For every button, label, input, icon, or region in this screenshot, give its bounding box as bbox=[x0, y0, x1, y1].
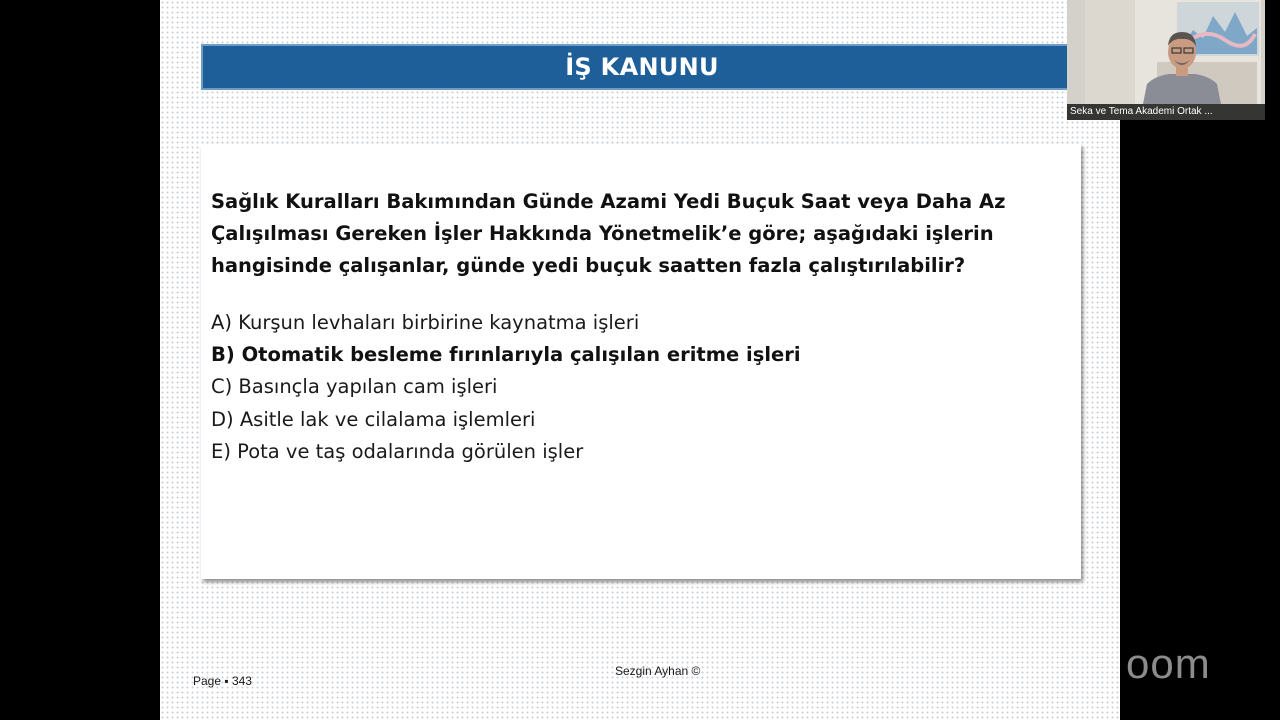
option-c: C) Basınçla yapılan cam işleri bbox=[211, 375, 498, 399]
video-feed-icon bbox=[1085, 0, 1261, 104]
slide-author: Sezgin Ayhan © bbox=[615, 664, 701, 678]
question-text: Sağlık Kuralları Bakımından Günde Azami Yedi Buçuk Saat veya Daha Az Çalışılması Gereken İşler Hakkında Yönetmelik’e göre; aşağıdaki işlerin hangisinde çalışanlar, günde yedi buçuk saatten fazla çalıştırılabilir? bbox=[211, 190, 1006, 277]
slide-title-bar bbox=[201, 44, 1083, 90]
question-box bbox=[201, 144, 1081, 579]
slide-page-number: Page ▪ 343 bbox=[193, 674, 252, 688]
participant-video-tile[interactable] bbox=[1067, 0, 1265, 120]
option-b: B) Otomatik besleme fırınlarıyla çalışılan eritme işleri bbox=[211, 343, 801, 367]
slide-title: İŞ KANUNU bbox=[565, 53, 719, 81]
option-d: D) Asitle lak ve cilalama işlemleri bbox=[211, 407, 536, 431]
option-a: A) Kurşun levhaları birbirine kaynatma işleri bbox=[211, 311, 640, 334]
shared-slide bbox=[160, 0, 1120, 720]
answer-options bbox=[211, 307, 1071, 468]
zoom-watermark: oom bbox=[1126, 640, 1211, 687]
option-e: E) Pota ve taş odalarında görülen işler bbox=[211, 439, 584, 463]
participant-name: Seka ve Tema Akademi Ortak ... bbox=[1067, 104, 1265, 120]
